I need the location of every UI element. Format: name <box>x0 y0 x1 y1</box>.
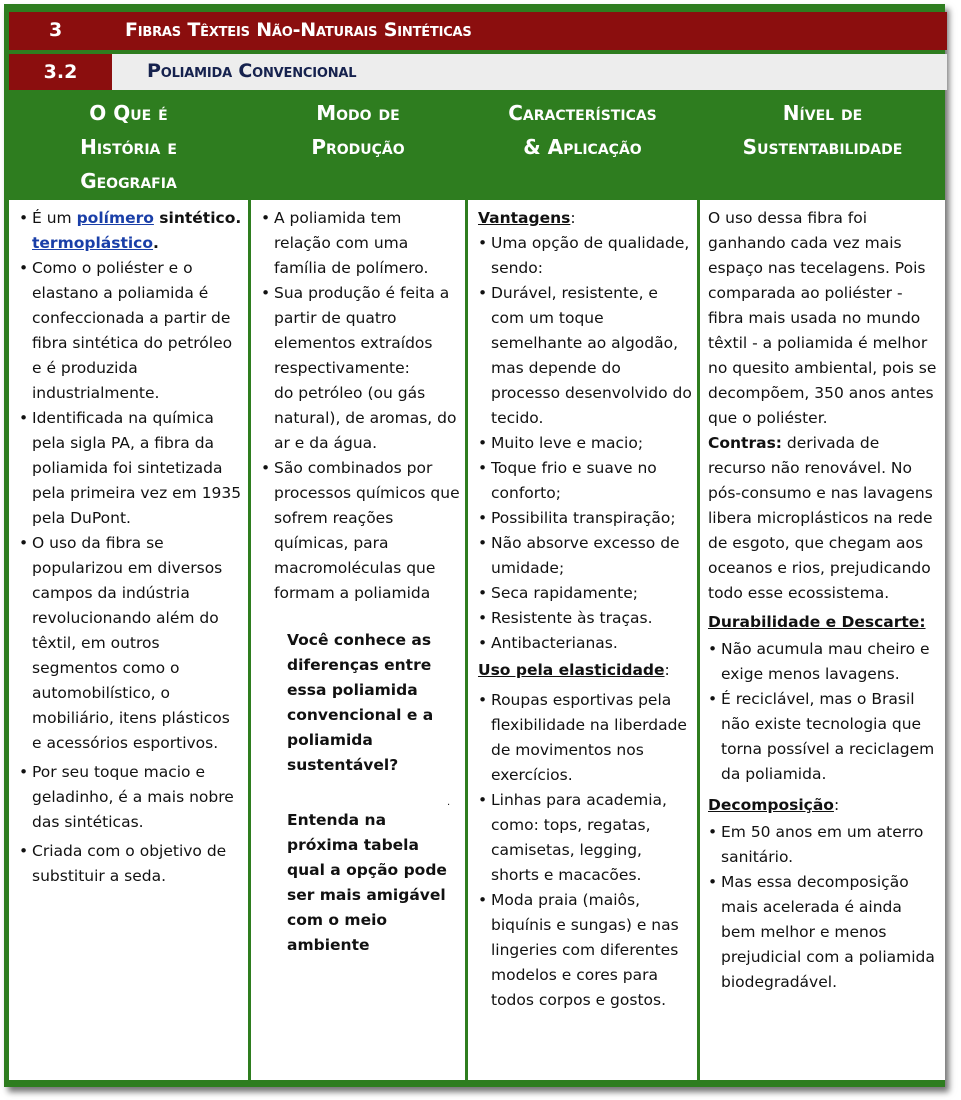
list-item: • São combinados por processos químicos que sofrem reações químicas, para macromoléculas que formam a poliamida <box>261 456 461 606</box>
column-header-line: Produção <box>311 135 405 159</box>
column-header-line: O Que é <box>89 101 168 125</box>
column-characteristics <box>468 200 697 1080</box>
column-header-line: Nível de <box>782 101 863 125</box>
list-item: • Em 50 anos em um aterro sanitário. <box>708 820 939 870</box>
column-header-production <box>251 94 465 198</box>
subsection-header <box>9 54 947 90</box>
column-sustainability <box>700 200 945 1080</box>
subsection-title: Poliamida Convencional <box>147 60 357 82</box>
column-header-line: Modo de <box>316 101 400 125</box>
list-item: • Toque frio e suave no conforto; <box>478 456 693 506</box>
text: É um <box>32 209 77 227</box>
list-item: • Antibacterianas. <box>478 631 693 656</box>
list-item: • Linhas para academia, como: tops, regatas, camisetas, legging, shorts e macacões. <box>478 788 693 888</box>
column-header-line: História e <box>80 135 177 159</box>
heading-colon: : <box>570 209 576 227</box>
heading-colon: : <box>664 661 670 679</box>
polymer-link[interactable]: polímero <box>76 209 154 227</box>
list-item: • Não absorve excesso de umidade; <box>478 531 693 581</box>
decomposition-heading <box>708 793 939 818</box>
list-item <box>19 206 242 256</box>
durability-heading: Durabilidade e Descarte: <box>708 613 926 631</box>
list-item: • Criada com o objetivo de substituir a seda. <box>19 839 242 889</box>
intro-paragraph: O uso dessa fibra foi ganhando cada vez mais espaço nas tecelagens. Pois comparada ao poliéster - fibra mais usada no mundo têxtil - a poliamida é melhor no quesito ambiental, pois se decompõem, 350 anos antes que o poliéster. <box>708 209 937 427</box>
text: do petróleo (ou gás natural), de aromas, do ar e da água. <box>274 384 457 452</box>
list-item: • Como o poliéster e o elastano a poliamida é confeccionada a partir de fibra sintética do petróleo e é produzida industrialmente. <box>19 256 242 406</box>
list-item: • Uma opção de qualidade, sendo: <box>478 231 693 281</box>
list-item: • O uso da fibra se popularizou em diversos campos da indústria revolucionando além do têxtil, em outros segmentos como o automobilístico, o mobiliário, itens plásticos e acessórios esportivos. <box>19 531 242 760</box>
callout-next-table: Entenda na próxima tabela qual a opção pode ser mais amigável com o meio ambiente <box>287 811 447 954</box>
section-number: 3 <box>49 19 63 41</box>
text: . <box>153 234 159 252</box>
contras-paragraph <box>708 431 939 606</box>
contras-label: Contras: <box>708 434 782 452</box>
list-item: • Possibilita transpiração; <box>478 506 693 531</box>
list-item: • A poliamida tem relação com uma família de polímero. <box>261 206 461 281</box>
list-item: • Seca rapidamente; <box>478 581 693 606</box>
column-header-history <box>9 94 248 198</box>
list-item: • Mas essa decomposição mais acelerada é ainda bem melhor e menos prejudicial com a poliamida biodegradável. <box>708 870 939 995</box>
list-item: • É reciclável, mas o Brasil não existe tecnologia que torna possível a reciclagem da poliamida. <box>708 687 939 787</box>
thermoplastic-link[interactable]: termoplástico <box>32 234 154 252</box>
heading-text: Decomposição <box>708 796 834 814</box>
column-header-characteristics <box>468 94 697 198</box>
column-history <box>9 200 248 1080</box>
list-item: • Por seu toque macio e geladinho, é a mais nobre das sintéticas. <box>19 760 242 839</box>
column-header-line: Características <box>508 101 657 125</box>
list-item <box>261 281 461 456</box>
heading-text: Uso pela elasticidade <box>478 661 665 679</box>
list-item: • Não acumula mau cheiro e exige menos lavagens. <box>708 637 939 687</box>
heading-colon: : <box>833 796 840 814</box>
stray-dot: . <box>447 797 451 808</box>
list-item: • Durável, resistente, e com um toque semelhante ao algodão, mas depende do processo desenvolvido do tecido. <box>478 281 693 431</box>
section-title: Fibras Têxteis Não-Naturais Sintéticas <box>125 19 472 41</box>
list-item: • Muito leve e macio; <box>478 431 693 456</box>
heading-text: Vantagens <box>478 209 571 227</box>
text: derivada de recurso não renovável. No pós-consumo e nas lavagens libera microplásticos na rede de esgoto, que chegam aos oceanos e rios, prejudicando todo esse ecossistema. <box>708 434 933 602</box>
text: Sua produção é feita a partir de quatro elementos extraídos respectivamente: <box>274 284 450 377</box>
column-header-sustainability <box>700 94 945 198</box>
list-item: • Identificada na química pela sigla PA, a fibra da poliamida foi sintetizada pela primeira vez em 1935 pela DuPont. <box>19 406 242 531</box>
subsection-number: 3.2 <box>9 54 112 90</box>
column-header-line: Sustentabilidade <box>742 135 903 159</box>
text: sintético. <box>153 209 242 227</box>
list-item: • Roupas esportivas pela flexibilidade na liberdade de movimentos nos exercícios. <box>478 688 693 788</box>
list-item: • Resistente às traças. <box>478 606 693 631</box>
table-frame <box>4 4 945 1087</box>
column-header-line: & Aplicação <box>523 135 642 159</box>
callout-question: Você conhece as diferenças entre essa poliamida convencional e a poliamida sustentável? <box>287 631 434 774</box>
column-header-line: Geografia <box>80 169 177 193</box>
section-header <box>9 12 947 50</box>
advantages-heading <box>478 206 693 231</box>
column-production <box>251 200 465 1080</box>
elasticity-heading <box>478 658 693 683</box>
list-item: • Moda praia (maiôs, biquínis e sungas) e nas lingeries com diferentes modelos e cores para todos corpos e gostos. <box>478 888 693 1013</box>
